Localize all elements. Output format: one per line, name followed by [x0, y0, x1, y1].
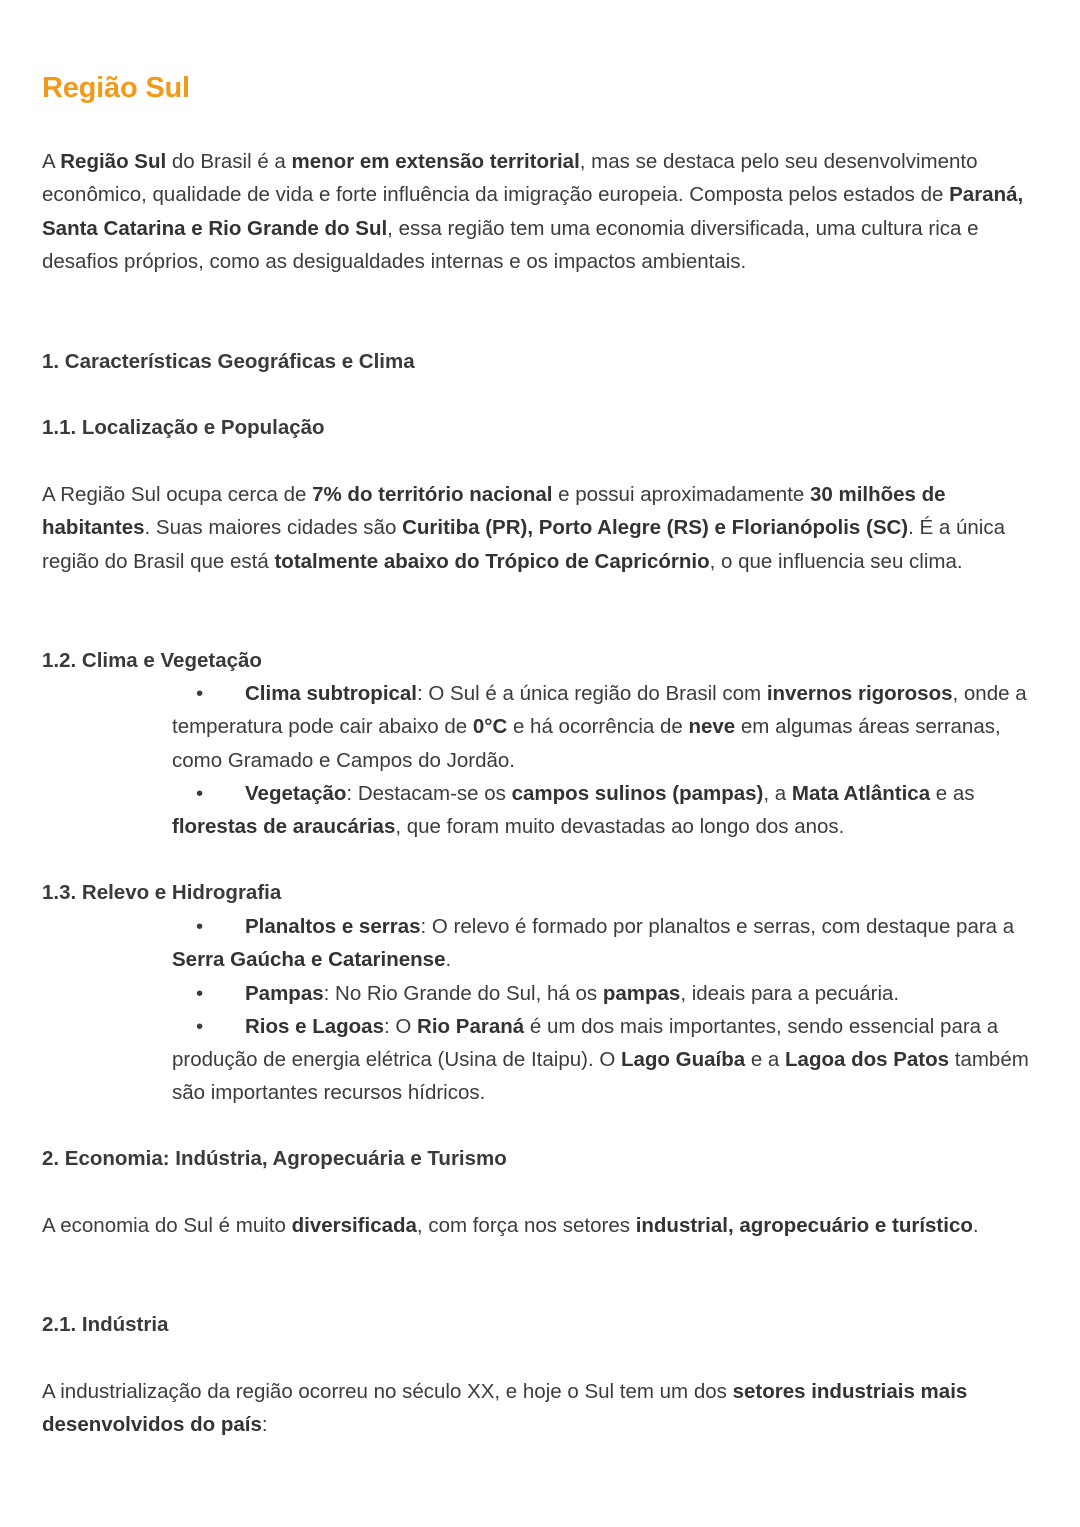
text: A industrialização da região ocorreu no século XX, e hoje o Sul tem um dos — [42, 1380, 733, 1403]
bullet-icon: • — [196, 981, 204, 1005]
text: e as — [930, 781, 975, 805]
text: , ideais para a pecuária. — [680, 981, 900, 1005]
bold-text: Lago Guaíba — [620, 1048, 746, 1072]
section-heading-2-1: 2.1. Indústria — [42, 1313, 169, 1336]
location-paragraph — [42, 478, 1040, 578]
bold-text: invernos rigorosos — [766, 682, 953, 705]
climate-list — [42, 677, 1040, 843]
text: : — [261, 1413, 268, 1437]
text: : O relevo é formado por planaltos e serras, com destaque para a — [420, 915, 1015, 938]
text: . Suas maiores cidades são — [144, 516, 403, 540]
bold-text: 0°C — [472, 715, 508, 739]
text: , o que influencia seu clima. — [709, 549, 963, 573]
text: , a — [763, 781, 792, 805]
bold-text: menor em extensão territorial — [291, 150, 580, 173]
page-title: Região Sul — [42, 72, 190, 104]
text: : O Sul é a única região do Brasil com — [417, 682, 767, 705]
bullet-icon: • — [196, 915, 204, 938]
intro-paragraph — [42, 145, 1040, 278]
text: . É a única região do Brasil que está — [42, 516, 1006, 573]
bold-text: Rios e Lagoas — [245, 1014, 384, 1038]
bullet-icon: • — [196, 781, 204, 805]
text: A Região Sul ocupa cerca de — [42, 483, 313, 506]
bold-text: diversificada — [291, 1214, 417, 1237]
list-item — [42, 977, 1040, 1010]
list-item — [42, 910, 1040, 977]
list-item — [42, 677, 1040, 777]
bullet-icon: • — [196, 1014, 204, 1038]
text: , onde a temperatura pode cair abaixo de — [172, 682, 1027, 739]
bold-text: totalmente abaixo do Trópico de Capricórnio — [274, 549, 710, 573]
bold-text: Região Sul — [60, 150, 167, 173]
bold-text: Lagoa dos Patos — [785, 1048, 950, 1072]
bold-text: Paraná, Santa Catarina e Rio Grande do Sul — [42, 183, 1024, 240]
section-heading-1-3: 1.3. Relevo e Hidrografia — [42, 881, 282, 904]
text: também são importantes recursos hídricos. — [172, 1048, 1029, 1105]
section-heading-1-1: 1.1. Localização e População — [42, 416, 325, 439]
text: , essa região tem uma economia diversificada, uma cultura rica e desafios próprios, como as desigualdades internas e os impactos ambientais. — [42, 216, 979, 273]
bold-text: Mata Atlântica — [791, 781, 931, 805]
text: A economia do Sul é muito — [42, 1214, 292, 1237]
bold-text: Rio Paraná — [417, 1014, 525, 1038]
text: . — [972, 1214, 979, 1237]
bold-text: neve — [688, 715, 736, 739]
bold-text: Clima subtropical — [245, 682, 418, 705]
section-heading-1-2: 1.2. Clima e Vegetação — [42, 649, 262, 672]
bold-text: setores industriais mais desenvolvidos do país — [42, 1380, 968, 1437]
bullet-icon: • — [196, 682, 204, 705]
section-heading-2: 2. Economia: Indústria, Agropecuária e Turismo — [42, 1147, 507, 1170]
bold-text: Vegetação — [245, 781, 347, 805]
text: : Destacam-se os — [346, 781, 512, 805]
relief-list — [42, 910, 1040, 1110]
text: . — [445, 948, 452, 972]
bold-text: 7% do território nacional — [312, 483, 553, 506]
text: A — [42, 150, 61, 173]
text: em algumas áreas serranas, como Gramado e Campos do Jordão. — [172, 715, 1001, 772]
text: : No Rio Grande do Sul, há os — [323, 981, 603, 1005]
bold-text: florestas de araucárias — [172, 815, 396, 839]
section-heading-1: 1. Características Geográficas e Clima — [42, 350, 415, 373]
bold-text: pampas — [602, 981, 681, 1005]
industry-paragraph — [42, 1375, 1040, 1442]
text: e há ocorrência de — [507, 715, 689, 739]
bold-text: industrial, agropecuário e turístico — [635, 1214, 973, 1237]
bold-text: 30 milhões de habitantes — [42, 483, 946, 540]
text: : O — [384, 1014, 418, 1038]
text: , com força nos setores — [416, 1214, 636, 1237]
text: , que foram muito devastadas ao longo dos anos. — [395, 815, 845, 839]
list-item — [42, 777, 1040, 844]
text: e possui aproximadamente — [552, 483, 810, 506]
text: é um dos mais importantes, sendo essencial para a produção de energia elétrica (Usina de Itaipu). O — [172, 1014, 999, 1072]
bold-text: Pampas — [245, 981, 324, 1005]
bold-text: Curitiba (PR), Porto Alegre (RS) e Florianópolis (SC) — [402, 516, 909, 540]
bold-text: campos sulinos (pampas) — [511, 781, 764, 805]
bold-text: Planaltos e serras — [245, 915, 421, 938]
economy-paragraph — [42, 1209, 1040, 1242]
text: e a — [745, 1048, 786, 1072]
bold-text: Serra Gaúcha e Catarinense — [172, 948, 446, 972]
text: , mas se destaca pelo seu desenvolvimento econômico, qualidade de vida e forte influência da imigração europeia. Composta pelos estados de — [42, 150, 978, 207]
list-item — [42, 1010, 1040, 1110]
text: do Brasil é a — [166, 150, 292, 173]
